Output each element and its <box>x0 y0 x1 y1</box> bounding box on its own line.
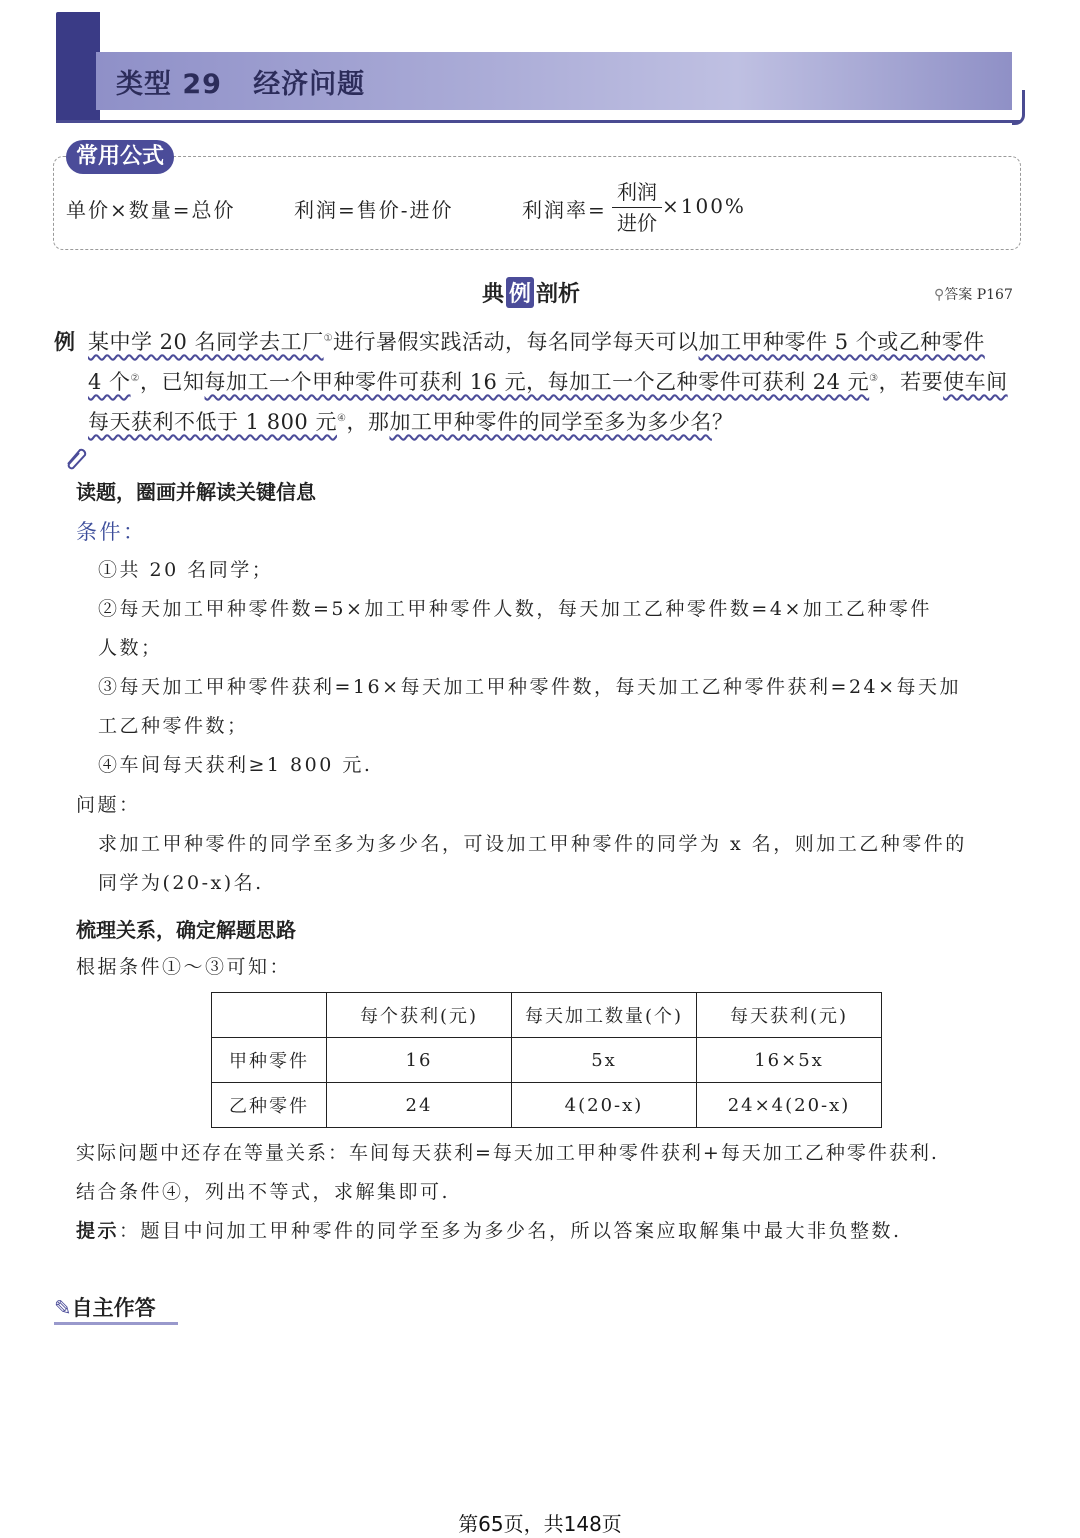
condition-4: ④车间每天获利≥1 800 元. <box>98 754 373 776</box>
condition-3-line-2: 工乙种零件数； <box>98 715 249 737</box>
table-cell: 24 <box>327 1083 512 1128</box>
formula-profit-rate-left: 利润率= <box>522 198 607 222</box>
table-header-cell <box>212 993 327 1038</box>
formula-total-price: 单价×数量=总价 <box>66 198 236 222</box>
section-title-a: 典 <box>482 282 505 307</box>
ex-l2-c: 每加工一个甲种零件可获利 16 元，每加工一个乙种零件可获利 24 元 <box>204 370 870 394</box>
table-cell: 24×4(20-x) <box>697 1083 882 1128</box>
self-answer-underline <box>54 1322 178 1325</box>
ex-l3-b: ，那 <box>346 410 390 434</box>
section-title <box>482 277 580 308</box>
section-title-b: 剖析 <box>536 282 581 307</box>
header-rule <box>56 120 1020 123</box>
condition-2-line-2: 人数； <box>98 637 163 659</box>
ex-l1-b: 进行暑假实践活动，每名同学每天可以 <box>333 330 699 354</box>
page-number: 第65页，共148页 <box>458 1512 622 1536</box>
table-cell: 5x <box>512 1038 697 1083</box>
ex-l2-sup: ② <box>130 373 141 384</box>
ex-l1-sup: ① <box>323 333 334 344</box>
condition-3-line-1: ③每天加工甲种零件获利=16×每天加工甲种零件数，每天加工乙种零件获利=24×每天加 <box>98 676 962 698</box>
example-label: 例 <box>54 330 75 354</box>
example-line-1 <box>88 326 985 356</box>
ex-l1-c: 加工甲种零件 5 个或乙种零件 <box>698 330 985 354</box>
ex-l3-sup: ④ <box>336 413 347 424</box>
self-answer-label: 自主作答 <box>71 1296 156 1320</box>
fraction-bar <box>612 207 662 208</box>
table-row <box>212 1083 882 1128</box>
table-cell: 甲种零件 <box>212 1038 327 1083</box>
heading-relation: 梳理关系，确定解题思路 <box>76 918 296 942</box>
table-header-cell: 每天加工数量(个) <box>512 993 697 1038</box>
condition-1: ①共 20 名同学； <box>98 559 274 581</box>
example-line-2 <box>88 366 1008 396</box>
magnifier-icon: ⚲ <box>934 287 945 303</box>
answer-ref-text: 答案 P167 <box>944 287 1013 303</box>
table-header-cell: 每个获利(元) <box>327 993 512 1038</box>
condition-label: 条件： <box>76 520 147 544</box>
ex-l3-d: ？ <box>711 410 734 434</box>
fraction-numerator: 利润 <box>617 180 657 204</box>
ex-l1-a: 某中学 20 名同学去工厂 <box>88 330 324 354</box>
table-header-row <box>212 993 882 1038</box>
ex-l3-a: 每天获利不低于 1 800 元 <box>88 410 337 434</box>
table-cell: 16×5x <box>697 1038 882 1083</box>
ex-l2-d: ，若要 <box>878 370 944 394</box>
ex-l3-c: 加工甲种零件的同学至多为多少名 <box>389 410 712 434</box>
table-cell: 16 <box>327 1038 512 1083</box>
hint-text <box>76 1216 902 1243</box>
heading-read-question: 读题，圈画并解读关键信息 <box>76 480 316 504</box>
relation-text: 实际问题中还存在等量关系：车间每天获利=每天加工甲种零件获利+每天加工乙种零件获利. <box>76 1142 939 1164</box>
formula-profit-rate-right: ×100% <box>662 194 746 218</box>
basis-text: 根据条件①～③可知： <box>76 956 292 978</box>
question-label: 问题： <box>76 794 141 816</box>
answer-reference <box>934 284 1013 304</box>
type-label: 类型 29 <box>116 69 222 100</box>
ex-l2-a: 4 个 <box>88 370 131 394</box>
hint-label: 提示 <box>76 1220 120 1242</box>
ex-l2-e: 使车间 <box>943 370 1008 394</box>
formula-pill: 常用公式 <box>66 140 174 174</box>
table-cell: 乙种零件 <box>212 1083 327 1128</box>
table-cell: 4(20-x) <box>512 1083 697 1128</box>
table-header-cell: 每天获利(元) <box>697 993 882 1038</box>
question-line-1: 求加工甲种零件的同学至多为多少名，可设加工甲种零件的同学为 x 名，则加工乙种零件的 <box>98 833 967 855</box>
paperclip-icon <box>62 444 88 470</box>
example-line-3 <box>88 406 733 436</box>
section-title-boxed: 例 <box>506 277 534 308</box>
pencil-icon: ✎ <box>54 1296 72 1320</box>
condition-2-line-1: ②每天加工甲种零件数=5×加工甲种零件人数，每天加工乙种零件数=4×加工乙种零件 <box>98 598 932 620</box>
header-tab-decoration <box>56 12 100 122</box>
ex-l2-sup2: ③ <box>869 373 879 384</box>
type-title: 经济问题 <box>253 69 366 100</box>
combine-text: 结合条件④，列出不等式，求解集即可. <box>76 1181 451 1203</box>
self-answer-heading <box>54 1292 156 1322</box>
header-rule-curve <box>1012 90 1025 125</box>
table-row <box>212 1038 882 1083</box>
fraction-denominator: 进价 <box>617 211 657 235</box>
header-title <box>116 62 365 101</box>
ex-l2-b: ，已知 <box>140 370 205 394</box>
hint-body: ：题目中问加工甲种零件的同学至多为多少名，所以答案应取解集中最大非负整数. <box>119 1220 902 1242</box>
formula-fraction <box>612 178 662 237</box>
data-table <box>211 992 882 1128</box>
formula-profit: 利润=售价-进价 <box>294 198 454 222</box>
question-line-2: 同学为(20-x)名. <box>98 872 264 894</box>
